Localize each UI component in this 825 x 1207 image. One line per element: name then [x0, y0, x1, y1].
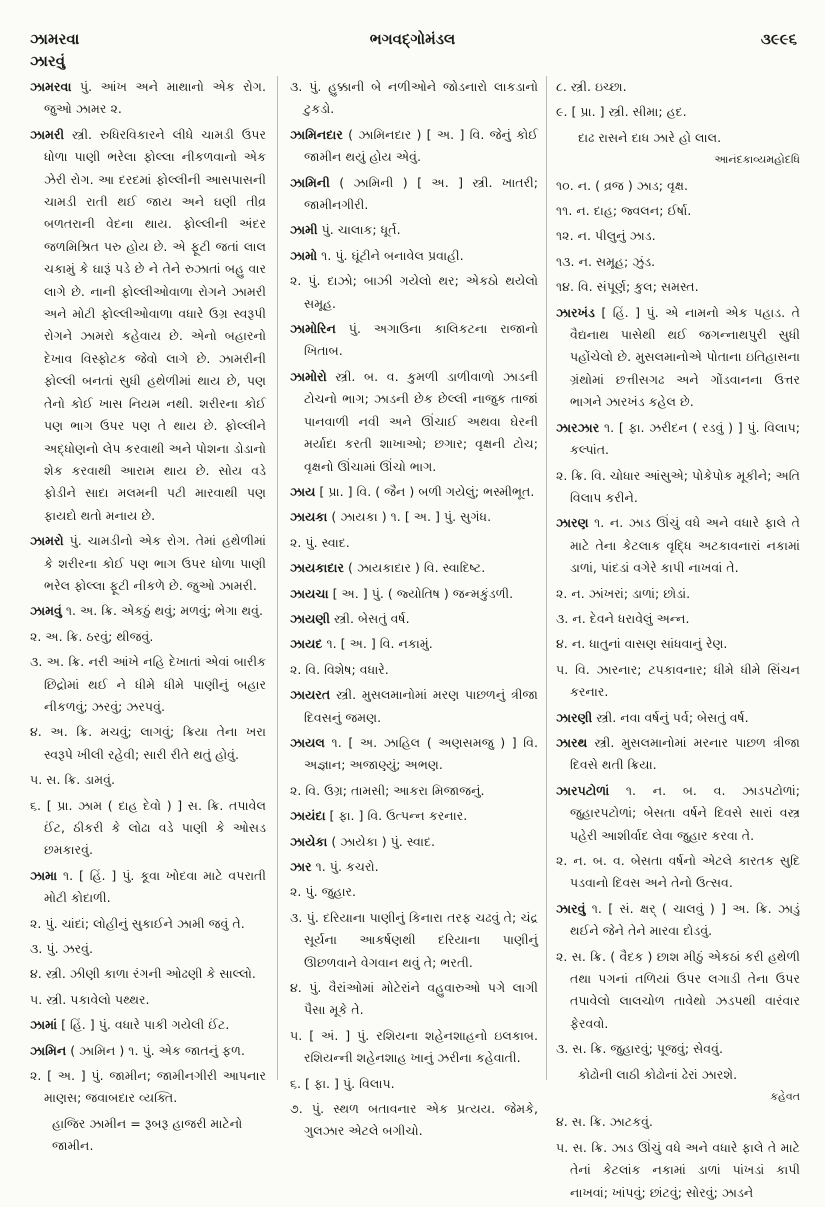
definition-text: સ્ત્રી. બેસતું વર્ષ.: [330, 610, 410, 626]
entry-sense: [30, 989, 266, 1011]
dictionary-entry: [30, 600, 266, 622]
column-divider: [546, 76, 547, 1080]
definition-text: ૨. ક્રિ. વિ. ચોધાર આંસુએ; પોકેપોક મૂકીને; અતિ વિલાપ કરીને.: [556, 467, 800, 505]
dictionary-entry: [290, 684, 538, 729]
quotation: [556, 127, 800, 172]
definition-text: સ્ત્રી. બ. વ. કુમળી ડાળીવાળો ઝાડની ટોચનો ભાગ; ઝાડની છેક છેલ્લી નાજુક તાજાં પાનવાળી નવી અને ઊંચાઈ અથવા ઘેરની મર્યાદા કરતી શાખાઓ; છગાર; વૃક્ષની ટોચ; વૃક્ષનો ઊંચામાં ઊંચો ભાગ.: [304, 368, 538, 474]
definition-text: ૧. [ અ. ] વિ. નકામું.: [322, 636, 433, 652]
entry-sense: [556, 1137, 800, 1204]
entry-sense: [556, 850, 800, 895]
definition-text: ( ઝાયકા ) ૧. [ અ. ] પું. સુગંધ.: [327, 509, 492, 525]
entry-sense: [290, 881, 538, 903]
entry-sense: [556, 276, 800, 298]
dictionary-entry: [290, 318, 538, 363]
dictionary-entry: [30, 124, 266, 527]
definition-text: ૧૦. ન. ( વ્રજ ) ઝાડ; વૃક્ષ.: [556, 177, 688, 193]
definition-text: ૭. પું. સ્થળ બતાવનાર એક પ્રત્યય. જેમકે, ગુલઝાર એટલે બગીચો.: [290, 1101, 538, 1139]
dictionary-entry: [290, 506, 538, 528]
definition-text: ૩. પું. દરિયાના પાણીનું કિનારા તરફ ચઢવું તે; ચંદ્ર સૂર્યના આકર્ષણથી દરિયાના પાણીનું ઊછળવાને વેગવાન થવું તે; ભરતી.: [290, 909, 538, 970]
headword: ઝામા: [30, 867, 58, 883]
definition-text: ૧. ન. ઝાડ ઊંચું વધે અને વધારે ફાલે તે માટે તેના કેટલાક વૃદ્ધિ અટકાવનારાં નકામાં ડાળાં, પાંદડાં વગેરે કાપી નાખવાં તે.: [570, 515, 800, 576]
definition-text: ૨. પું. દાઝો; બાઝી ગયેલો થર; એકઠો થયેલો સમૂહ.: [290, 273, 538, 311]
definition-text: ૧૪. વિ. સંપૂર્ણ; કુલ; સમસ્ત.: [556, 279, 699, 295]
definition-text: [ ફા. ] વિ. ઉત્પન્ન કરનાર.: [325, 808, 468, 824]
definition-text: ૧. [ અ. ઝાહિલ ( અણસમજુ ) ] વિ. અજ્ઞાન; અજાણ્યું; અભણ.: [304, 734, 538, 773]
definition-text: ૧. પું. કચરો.: [311, 859, 379, 874]
dictionary-entry: [290, 633, 538, 655]
headword: ઝાયેકા: [290, 833, 328, 849]
entry-sense: [556, 225, 800, 247]
definition-text: ૪. ન. ધાતુનાં વાસણ સાંધવાનું રેણ.: [556, 636, 728, 652]
definition-text: ૩. પું. હુક્કાની બે નળીઓને જોડનારો લાકડાનો ટુકડો.: [290, 79, 538, 117]
definition-text: ૧૩. ન. સમૂહ; ઝુંડ.: [556, 253, 656, 269]
headword: ઝાયણી: [290, 610, 330, 626]
headword: ઝામોરો: [290, 368, 327, 384]
dictionary-entry: [290, 805, 538, 827]
headword: ઝામરવા: [30, 79, 72, 94]
headword: ઝારઝાર: [556, 419, 600, 435]
dictionary-entry: [30, 1040, 266, 1062]
headword: ઝામોરિન: [290, 321, 336, 337]
entry-sense: [290, 780, 538, 802]
quotation: [556, 1064, 800, 1109]
entry-sense: [290, 532, 538, 554]
dictionary-entry: [30, 530, 266, 597]
dictionary-entry: [290, 608, 538, 630]
dictionary-entry: [290, 245, 538, 267]
definition-text: પું. ચાલાક; ધૂર્ત.: [317, 222, 401, 238]
definition-text: સ્ત્રી. મુસલમાનોમાં મરનાર પાછળ ત્રીજા દિવસે થતી ક્રિયા.: [570, 734, 800, 773]
dictionary-entry: [290, 732, 538, 777]
headword: ઝામરો: [30, 533, 64, 549]
headword: ઝામાં: [30, 1017, 58, 1033]
dictionary-entry: [290, 219, 538, 241]
headword: ઝાયંદા: [290, 808, 326, 824]
definition-text: [ હિં. ] પું. એ નામનો એક પહાડ. તે વૈદ્યનાથ પાસેથી થઈ જગન્નાથપુરી સુધી પહોંચેલો છે. મુસલમાનોએ પોતાના ઇતિહાસના ગ્રંથોમાં છત્તીસગઢ અને ગોંડવાનના ઉત્તર ભાગને ઝારખંડ કહેલ છે.: [570, 304, 800, 410]
definition-text: ૪. અ. ક્રિ. મચવું; લાગવું; ક્રિયા તેના ખરા સ્વરૂપે ખીલી રહેવી; સારી રીતે થતું હોવું.: [30, 724, 266, 762]
headword: ઝાયકા: [290, 509, 328, 525]
definition-text: ૨. વિ. વિશેષ; વધારે.: [290, 661, 389, 677]
headword: ઝાય: [290, 483, 316, 499]
headword: ઝાયચા: [290, 585, 329, 601]
headword: ઝારથ: [556, 734, 588, 750]
headword: ઝામિની: [290, 174, 330, 190]
definition-text: ૫. [ અં. ] પું. રશિયના શહેનશાહનો ઇલકાબ. રશિયન્ની શહેનશાહ ખાનું ઝરીના કહેવાતી.: [290, 1027, 538, 1066]
definition-text: ૧. [ ફા. ઝરીદન ( રડવું ) ] પું. વિલાપ; કલ્પાંત.: [570, 419, 800, 458]
entry-sense: [290, 1073, 538, 1095]
guide-word-first: ઝામરવા: [30, 30, 80, 48]
definition-text: સ્ત્રી. નવા વર્ષનું પર્વ; બેસતું વર્ષ.: [592, 709, 749, 725]
definition-text: ૨. અ. ક્રિ. ઠરવું; થીજવું.: [30, 628, 154, 644]
quotation-text: દાઢ રાસને દાધ ઝારે હો લાલ.: [578, 129, 722, 145]
dictionary-entry: [290, 557, 538, 579]
definition-text: [ પ્રા. ] વિ. ( જૈન ) બળી ગયેલું; ભસ્મીભૂત.: [315, 483, 535, 499]
definition-text: ૪. સ્ત્રી. ઝીણી કાળા રંગની ઓઢણી કે સાલ્લો.: [30, 966, 256, 982]
entry-sense: [30, 721, 266, 766]
entry-sense: [290, 659, 538, 681]
dictionary-entry: [290, 856, 538, 878]
dictionary-entry: [290, 831, 538, 853]
running-title: ભગવદ્ગોમંડલ: [369, 30, 456, 48]
entry-sense: [556, 251, 800, 273]
definition-text: સ્ત્રી. રુધિરવિકારને લીધે ચામડી ઉપર ધોળા પાણી ભરેલા ફોલ્લા નીકળવાનો એક ઝેરી રોગ. આ દરદમાં ફોલ્લીની આસપાસની ચામડી રાતી થઈ જાય અને ઘણી તીવ્ર બળતરાની વેદના થાય. ફોલ્લીની અંદર જળમિશ્રિત પરુ હોય છે. એ ફૂટી જતાં લાલ ચકામું કે ઘારૂં પડે છે ને તેને રુઝાતાં બહુ વાર લાગે છે. નાની ફોલ્લીઓવાળા રોગને ઝામરી અને મોટી ફોલ્લીઓવાળા વધારે ઉગ્ર સ્વરૂપી રોગને ઝામરો કહેવાય છે. એનો બહારનો દેખાવ વિસ્ફોટક જેવો લાગે છે. ઝામરીની ફોલ્લી બનતાં સુધી હથેળીમાં થાય છે, પણ તેનો કોઈ ખાસ નિયમ નથી. શરીરના કોઈ પણ ભાગ ઉપર પણ તે થાય છે. ફોલ્લીને અદ્ધોણનો લેપ કરવાથી અને પોશના ડોડાનો શેક કરવાથી આરામ થાય છે. સોય વડે ફોડીને સાદા મલમની પટી મારવાથી પણ ફાયદો થતો મનાય છે.: [44, 126, 266, 523]
definition-text: ૧. [ સં. ક્ષર્ ( ચાલવું ) ] અ. ક્રિ. ઝાડું થઈને જેને તેને મારવા દોડવું.: [570, 900, 800, 939]
quotation: [30, 1113, 266, 1158]
definition-text: [ હિં. ] પું. વધારે પાકી ગયેલી ઈંટ.: [57, 1017, 230, 1033]
definition-text: ૪. સ. ક્રિ. ઝાટકવું.: [556, 1114, 653, 1130]
dictionary-entry: [30, 865, 266, 910]
headword: ઝામિનદાર: [290, 126, 343, 142]
dictionary-entry: [30, 1014, 266, 1036]
definition-text: ૫. સ. ક્રિ. ઝાડ ઊંચું વધે અને વધારે ફાલે તે માટે તેનાં કેટલાંક નકામાં ડાળાં પાંખડાં કાપી નાખવાં; ખાંપવું; છાંટવું; સોરવું; ઝાડને: [556, 1139, 800, 1200]
dictionary-entry: [30, 76, 266, 121]
dictionary-entry: [556, 732, 800, 777]
definition-text: ૨. [ અ. ] પું. જામીન; જામીનગીરી આપનાર માણસ; જવાબદાર વ્યક્તિ.: [30, 1068, 266, 1106]
headword: ઝારણી: [556, 709, 593, 725]
headword: ઝાયલ: [290, 734, 325, 750]
definition-text: ૧. અ. ક્રિ. એકઠું થવું; મળવું; ભેગા થવું.: [61, 603, 263, 619]
dictionary-entry: [556, 417, 800, 462]
dictionary-entry: [290, 124, 538, 169]
entry-sense: [290, 977, 538, 1022]
definition-text: ૫. વિ. ઝારનાર; ટપકાવનાર; ધીમે ધીમે સિંચન કરનાર.: [556, 661, 800, 700]
headword: ઝારપટોળાં: [556, 782, 610, 798]
definition-text: ૧૨. ન. પીલુનું ઝાડ.: [556, 228, 656, 244]
headword: ઝારખંડ: [556, 304, 595, 320]
headword: ઝામી: [290, 222, 318, 238]
entry-sense: [30, 651, 266, 718]
definition-text: ( ઝામિન ) ૧. પું. એક જાતનું ફળ.: [66, 1042, 245, 1058]
quotation-text: કોઢોની લાઠી કોઢોનાં ઢેરાં ઝારશે.: [578, 1066, 738, 1082]
definition-text: ૪. પું. વૈરાંઓમાં મોટેરાંને વહુવારુઓ પગે લાગી પૈસા મૂકે તે.: [290, 980, 538, 1018]
entry-sense: [556, 101, 800, 123]
definition-text: ૨. પું. ચાંદાં; લોહીનું સુકાઈને ઝામી જવું તે.: [30, 915, 245, 931]
headword: ઝાયદ: [290, 636, 323, 652]
headword: ઝારણ: [556, 515, 589, 531]
entry-sense: [30, 769, 266, 791]
definition-text: સ્ત્રી. મુસલમાનોમાં મરણ પાછળનું ત્રીજા દિવસનું જમણ.: [304, 687, 538, 725]
definition-text: ૨. ન. બ. વ. બેસતા વર્ષનો એટલે કારતક સુદિ પડવાનો દિવસ અને તેનો ઉત્સવ.: [556, 853, 800, 891]
entry-sense: [30, 1065, 266, 1110]
definition-text: ૧૧. ન. દાહ; જ્વલન; ઈર્ષા.: [556, 203, 692, 219]
page-number: ૩૯૯૬: [760, 30, 797, 48]
entry-sense: [290, 76, 538, 121]
definition-text: ૬. [ ફા. ] પું. વિલાપ.: [290, 1075, 395, 1091]
definition-text: ૩. અ. ક્રિ. નરી આંખે નહિ દેખાતાં એવાં બારીક છિદ્રોમાં થઈ ને ધીમે ધીમે પાણીનું બહાર નીકળવું; ઝરવું; ઝરપવું.: [30, 654, 266, 714]
entry-sense: [30, 963, 266, 985]
headword: ઝાયરત: [290, 687, 331, 703]
definition-text: ૫. સ. ક્રિ. ડામવું.: [30, 772, 115, 788]
quotation-text: હાજિર ઝામીન = રૂબરૂ હાજરી માટેનો જામીન.: [52, 1115, 243, 1154]
definition-text: ૮. સ્ત્રી. ઇચ્છા.: [556, 79, 627, 94]
definition-text: ૨. સ. ક્રિ. ( વૈદક ) છાશ મીઠું એકઠાં કરી હથેળી તથા પગનાં તળિયાં ઉપર લગાડી તેના ઉપર તપાવેલો લાલચોળ તાવેથો ઝડપથી વારંવાર ફેરવવો.: [556, 948, 800, 1031]
definition-text: [ અ. ] પું. ( જ્યોતિષ ) જન્મકુંડળી.: [328, 585, 514, 601]
entry-sense: [556, 659, 800, 704]
definition-text: ૩. સ. ક્રિ. જુહારવું; પૂજવું; સેવવું.: [556, 1041, 723, 1057]
entry-sense: [556, 583, 800, 605]
entry-sense: [556, 946, 800, 1036]
entry-sense: [556, 175, 800, 197]
column-2: [290, 76, 538, 1146]
definition-text: ( ઝામિનદાર ) [ અ. ] વિ. જેનું કોઈ જામીન થયું હોય એવું.: [304, 126, 538, 165]
entry-sense: [30, 795, 266, 862]
headword: ઝામો: [290, 247, 318, 263]
entry-sense: [30, 938, 266, 960]
definition-text: ૧. [ હિં. ] પું. કૂવા ખોદવા માટે વપરાતી મોટી કોદાળી.: [44, 867, 266, 906]
dictionary-entry: [290, 172, 538, 217]
column-divider: [277, 76, 278, 1080]
definition-text: પું. ચામડીનો એક રોગ. તેમાં હથેળીમાં કે શરીરના કોઈ પણ ભાગ ઉપર ધોળા પાણી ભરેલ ફોલ્લા ફૂટી નીકળે છે. જુઓ ઝામરી.: [44, 533, 266, 593]
entry-sense: [290, 1025, 538, 1070]
headword: ઝામવું: [30, 603, 62, 619]
definition-text: ( ઝામિની ) [ અ. ] સ્ત્રી. ખાતરી; જામીનગીરી.: [304, 174, 538, 213]
entry-sense: [556, 1038, 800, 1060]
entry-sense: [556, 76, 800, 98]
dictionary-entry: [556, 512, 800, 579]
definition-text: ૨. ન. ઝાંખરાં; ડાળાં; છોડાં.: [556, 585, 691, 601]
headword: ઝારવું: [556, 900, 586, 916]
entry-sense: [30, 626, 266, 648]
quotation-source: આનંદકાવ્યમહોદધિ: [714, 153, 800, 167]
definition-text: ૨. પું. સ્વાદ.: [290, 534, 350, 550]
definition-text: ૬. [ પ્રા. ઝામ ( દાહ દેવો ) ] સ. ક્રિ. તપાવેલ ઈંટ, ઠીકરી કે લોઢા વડે પાણી કે ઓસડ છમકારવું.: [30, 797, 266, 858]
entry-sense: [556, 608, 800, 630]
entry-sense: [290, 1098, 538, 1143]
definition-text: ( ઝાયેકા ) પું. સ્વાદ.: [327, 833, 436, 849]
entry-sense: [290, 270, 538, 315]
definition-text: ૩. પું. ઝરવું.: [30, 941, 93, 957]
dictionary-entry: [290, 583, 538, 605]
dictionary-entry: [556, 302, 800, 414]
entry-sense: [556, 465, 800, 510]
entry-sense: [556, 200, 800, 222]
headword: ઝામિન: [30, 1042, 67, 1058]
dictionary-entry: [556, 780, 800, 847]
definition-text: ૫. સ્ત્રી. પકાવેલો પથ્થર.: [30, 991, 150, 1007]
dictionary-entry: [556, 898, 800, 943]
definition-text: પું. આંખ અને માથાનો એક રોગ. જુઓ ઝામર ૨.: [44, 79, 266, 117]
definition-text: ૨. પું. જુહાર.: [290, 884, 357, 900]
dictionary-entry: [290, 366, 538, 478]
entry-sense: [556, 633, 800, 655]
entry-sense: [30, 913, 266, 935]
entry-sense: [290, 907, 538, 974]
definition-text: ૩. ન. દેવને ધરાવેલું અન્ન.: [556, 610, 690, 626]
definition-text: ૧. ન. બ. વ. ઝાડપટોળાં; જુહારપટોળાં; બેસતા વર્ષને દિવસે સારાં વસ્ત્ર પહેરી આશીર્વાદ લેવા જુહાર કરવા તે.: [570, 782, 800, 843]
quotation-source: કહેવત: [770, 1090, 800, 1104]
dictionary-entry: [556, 707, 800, 729]
headword: ઝામરી: [30, 126, 65, 142]
headword: ઝાયકાદાર: [290, 560, 345, 576]
definition-text: ૨. વિ. ઉગ્ર; તામસી; આકરા મિજાજનું.: [290, 782, 485, 798]
definition-text: પું. અગાઉના કાલિકટના રાજાનો ખિતાબ.: [304, 321, 538, 359]
definition-text: ૯. [ પ્રા. ] સ્ત્રી. સીમા; હદ.: [556, 104, 687, 120]
definition-text: ૧. પું. ઘૂંટીને બનાવેલ પ્રવાહી.: [317, 247, 464, 263]
headword: ઝાર: [290, 859, 312, 874]
column-3: [556, 76, 800, 1207]
column-1: [30, 76, 266, 1161]
dictionary-entry: [290, 481, 538, 503]
entry-sense: [556, 1111, 800, 1133]
guide-word-last: ઝારવું: [30, 52, 66, 70]
definition-text: ( ઝાયકાદાર ) વિ. સ્વાદિષ્ટ.: [344, 560, 486, 576]
